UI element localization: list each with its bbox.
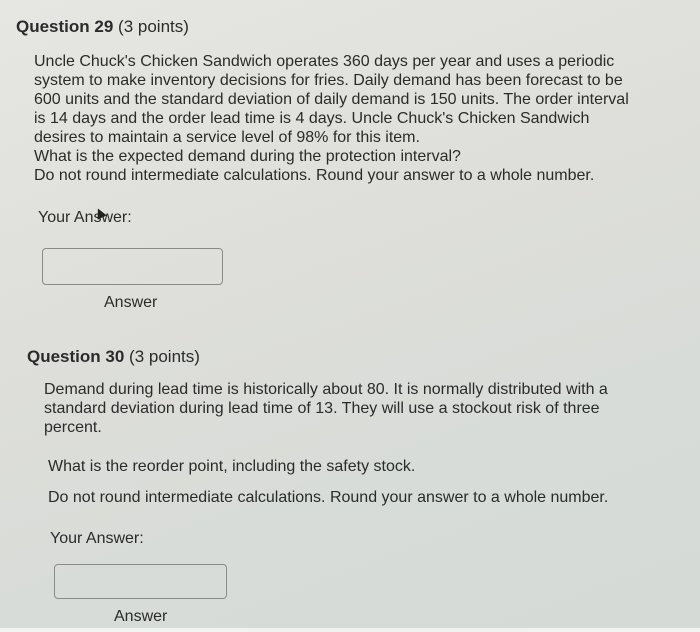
question-line: desires to maintain a service level of 98% for this item. <box>34 129 420 146</box>
question-line: is 14 days and the order lead time is 4 days. Uncle Chuck's Chicken Sandwich <box>34 110 590 127</box>
question-29-text <box>34 52 629 185</box>
answer-button-q30[interactable]: Answer <box>114 608 168 625</box>
your-answer-label: Your Answer: <box>50 530 144 547</box>
answer-input-q29[interactable] <box>42 248 223 285</box>
question-line: standard deviation during lead time of 13. They will use a stockout risk of three <box>44 400 600 417</box>
question-line: Do not round intermediate calculations. Round your answer to a whole number. <box>34 167 595 184</box>
question-points: (3 points) <box>129 347 200 366</box>
answer-button-q29[interactable]: Answer <box>104 294 158 311</box>
question-line: system to make inventory decisions for fries. Daily demand has been forecast to be <box>34 72 623 89</box>
your-answer-label: Your Answer: <box>38 209 132 226</box>
answer-input-q30[interactable] <box>54 564 227 599</box>
question-line: Demand during lead time is historically about 80. It is normally distributed with a <box>44 381 608 398</box>
question-29-title <box>16 17 189 37</box>
question-line: What is the expected demand during the protection interval? <box>34 148 461 165</box>
question-line: 600 units and the standard deviation of daily demand is 150 units. The order interval <box>34 91 629 108</box>
bottom-edge <box>0 628 700 632</box>
question-30-title <box>27 347 200 367</box>
question-number: Question 29 <box>16 17 114 36</box>
question-line: Uncle Chuck's Chicken Sandwich operates 360 days per year and uses a periodic <box>34 53 615 70</box>
question-30-instruction: Do not round intermediate calculations. Round your answer to a whole number. <box>48 489 609 506</box>
question-points: (3 points) <box>118 17 189 36</box>
question-30-text <box>44 380 608 437</box>
question-number: Question 30 <box>27 347 125 366</box>
question-line: percent. <box>44 419 102 436</box>
question-30-prompt: What is the reorder point, including the safety stock. <box>48 458 416 475</box>
